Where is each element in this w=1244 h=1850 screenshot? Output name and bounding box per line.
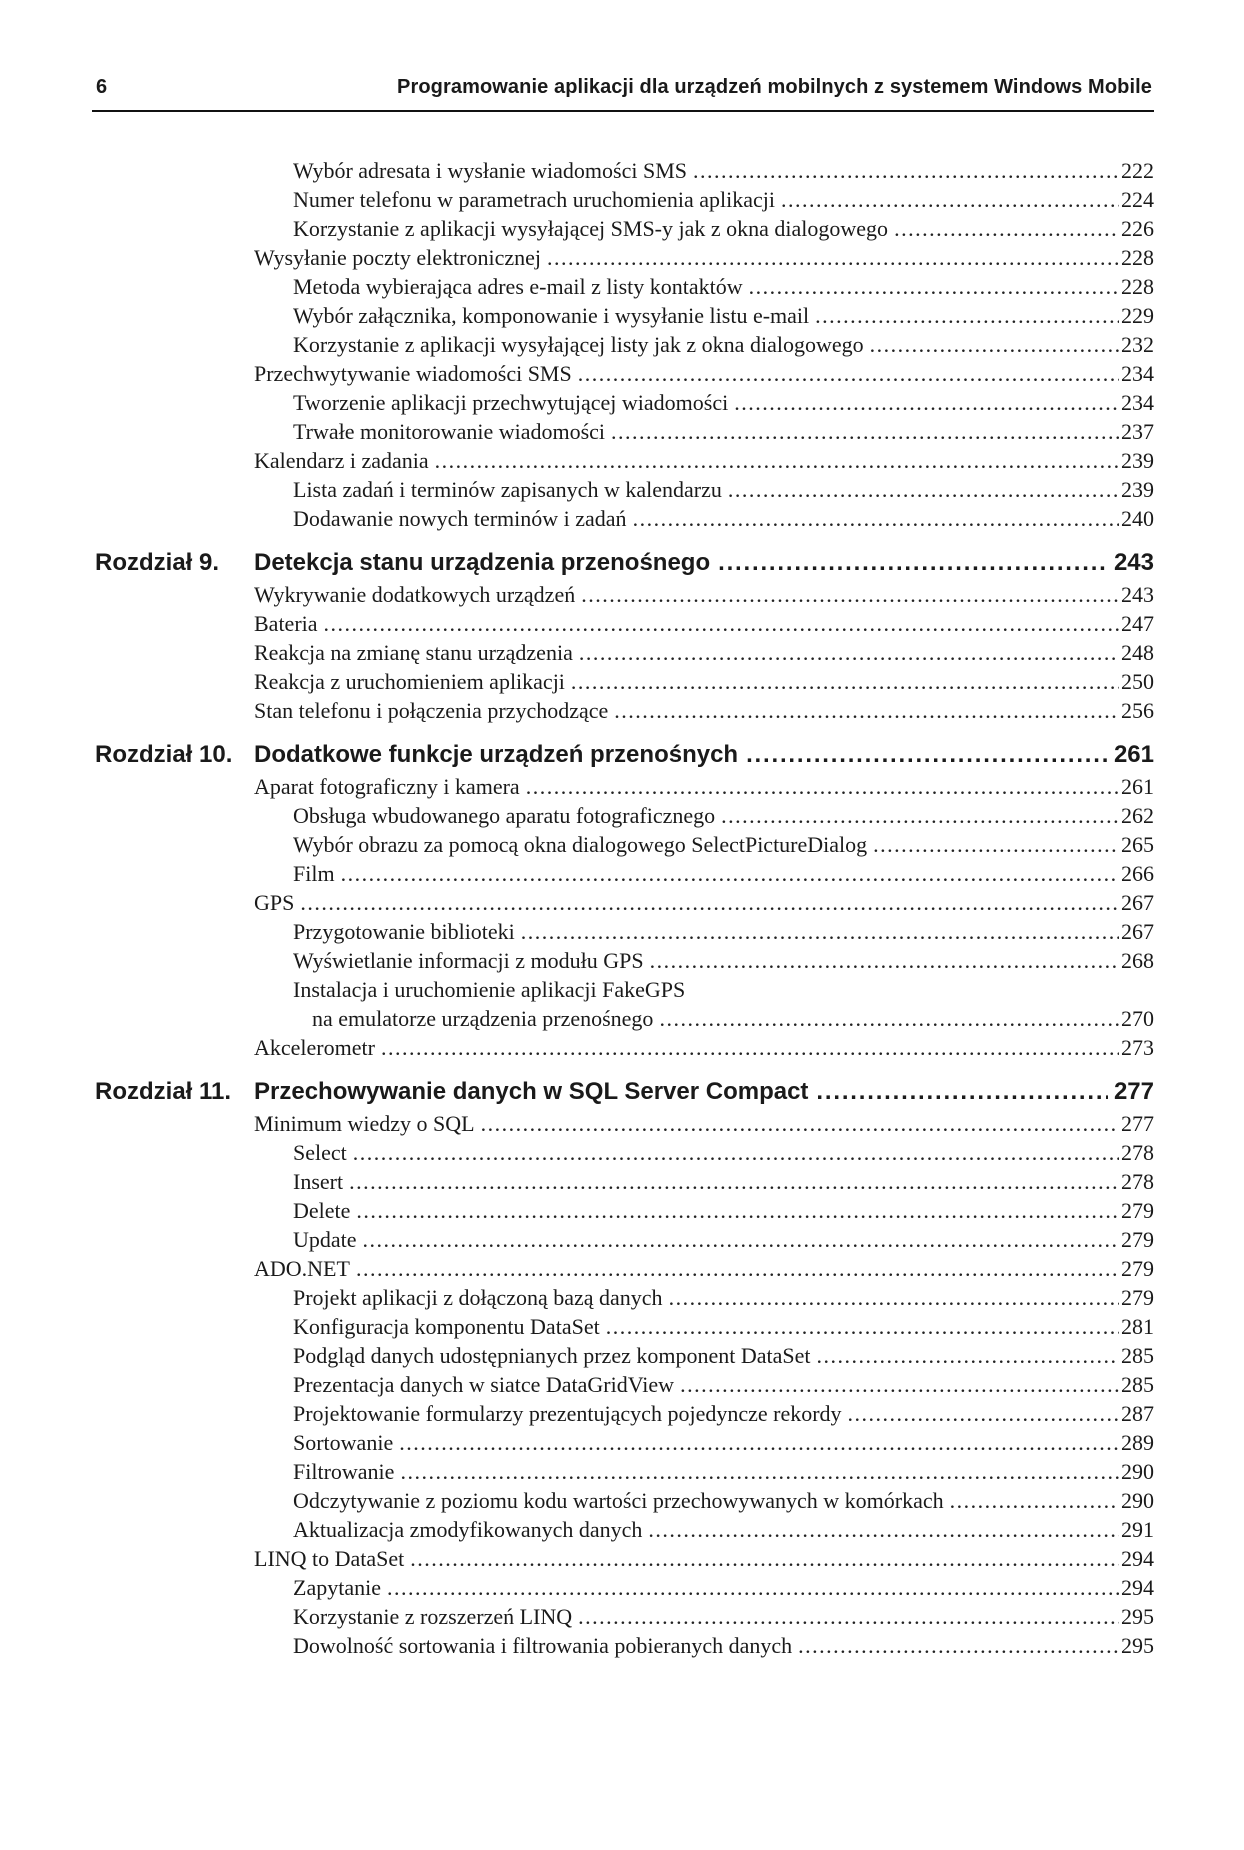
toc-entry [92,1457,1154,1486]
entry-title: Podgląd danych udostępnianych przez komponent DataSet [293,1343,811,1368]
dot-leader [659,1004,1119,1033]
dot-leader [718,545,1108,580]
page-ref: 243 [1121,582,1154,607]
toc-entry [92,1225,1154,1254]
dot-leader [521,917,1119,946]
dot-leader [611,417,1119,446]
dot-leader [798,1631,1119,1660]
entry-title: Zapytanie [293,1575,381,1600]
page-ref: 239 [1121,448,1154,473]
page-ref: 277 [1113,1078,1154,1105]
chapter-title: Przechowywanie danych w SQL Server Compact [254,1078,809,1105]
page-ref: 267 [1121,890,1154,915]
toc-entry [92,1486,1154,1515]
page-ref: 248 [1121,640,1154,665]
page-ref: 294 [1121,1575,1154,1600]
dot-leader [721,801,1119,830]
toc-entry [92,359,1154,388]
page-ref: 273 [1121,1035,1154,1060]
page-number: 6 [96,76,108,98]
page-ref: 261 [1121,774,1154,799]
page-ref: 287 [1121,1401,1154,1426]
entry-title: Wybór obrazu za pomocą okna dialogowego SelectPictureDialog [293,832,868,857]
page-ref: 262 [1121,803,1154,828]
toc-entry [92,609,1154,638]
toc-entry [92,1428,1154,1457]
dot-leader [894,214,1119,243]
page-ref: 289 [1121,1430,1154,1455]
page-ref: 229 [1121,303,1154,328]
entry-title: Sortowanie [293,1430,394,1455]
toc-entry [92,1370,1154,1399]
entry-title: Lista zadań i terminów zapisanych w kalendarzu [293,477,722,502]
dot-leader [356,1196,1119,1225]
page-ref: 226 [1121,216,1154,241]
entry-title: Korzystanie z aplikacji wysyłającej listy jak z okna dialogowego [293,332,864,357]
entry-title: Filtrowanie [293,1459,395,1484]
entry-title: Akcelerometr [254,1035,375,1060]
dot-leader [381,1033,1119,1062]
entry-title: Insert [293,1169,344,1194]
entry-title: Wybór załącznika, komponowanie i wysyłanie listu e-mail [293,303,810,328]
toc-entry [92,446,1154,475]
chapter-title: Detekcja stanu urządzenia przenośnego [254,549,711,576]
running-header [92,74,1154,112]
entry-title: Projektowanie formularzy prezentujących pojedyncze rekordy [293,1401,842,1426]
dot-leader [870,330,1119,359]
page-ref: 279 [1121,1198,1154,1223]
page-ref: 290 [1121,1488,1154,1513]
toc-entry [92,696,1154,725]
toc-entry [92,917,1154,946]
toc-entry [92,667,1154,696]
page-ref: 240 [1121,506,1154,531]
dot-leader [734,388,1119,417]
toc-entry [92,859,1154,888]
entry-title: Prezentacja danych w siatce DataGridView [293,1372,675,1397]
entry-title: LINQ to DataSet [254,1546,405,1571]
page-ref: 281 [1121,1314,1154,1339]
dot-leader [341,859,1119,888]
page-ref: 237 [1121,419,1154,444]
dot-leader [579,638,1119,667]
entry-title: Aparat fotograficzny i kamera [254,774,520,799]
toc-entry [92,1254,1154,1283]
toc-entry [92,801,1154,830]
entry-title: Stan telefonu i połączenia przychodzące [254,698,609,723]
toc-entry [92,1341,1154,1370]
entry-title: Instalacja i uruchomienie aplikacji FakeGPS [293,977,686,1002]
dot-leader [728,475,1119,504]
dot-leader [356,1254,1119,1283]
entry-title: Korzystanie z aplikacji wysyłającej SMS-y jak z okna dialogowego [293,216,889,241]
entry-title: Select [293,1140,347,1165]
dot-leader [669,1283,1119,1312]
dot-leader [324,609,1119,638]
dot-leader [606,1312,1119,1341]
dot-leader [363,1225,1119,1254]
dot-leader [614,696,1119,725]
entry-title: Delete [293,1198,351,1223]
entry-title: Wybór adresata i wysłanie wiadomości SMS [293,158,687,183]
dot-leader [300,888,1119,917]
page-ref: 247 [1121,611,1154,636]
page-ref: 266 [1121,861,1154,886]
page-ref: 243 [1113,549,1154,576]
toc-entry [92,417,1154,446]
toc-entry [92,888,1154,917]
chapter-label: Rozdział 9. [95,549,220,576]
dot-leader [815,301,1119,330]
dot-leader [353,1138,1119,1167]
dot-leader [816,1074,1108,1109]
entry-title: Trwałe monitorowanie wiadomości [293,419,606,444]
page-ref: 279 [1121,1227,1154,1252]
page-ref: 278 [1121,1169,1154,1194]
entry-title: Korzystanie z rozszerzeń LINQ [293,1604,573,1629]
entry-title: Wykrywanie dodatkowych urządzeń [254,582,576,607]
page-ref: 265 [1121,832,1154,857]
dot-leader [410,1544,1119,1573]
dot-leader [650,946,1119,975]
dot-leader [581,580,1119,609]
page-ref: 222 [1121,158,1154,183]
entry-title: Kalendarz i zadania [254,448,429,473]
dot-leader [387,1573,1119,1602]
toc-entry [92,1138,1154,1167]
page-ref: 277 [1121,1111,1154,1136]
page-ref: 268 [1121,948,1154,973]
dot-leader [848,1399,1119,1428]
dot-leader [816,1341,1119,1370]
entry-title: Numer telefonu w parametrach uruchomienia aplikacji [293,187,775,212]
entry-title: Przechwytywanie wiadomości SMS [254,361,572,386]
entry-title: Konfiguracja komponentu DataSet [293,1314,600,1339]
table-of-contents [92,156,1154,1660]
toc-chapter [92,545,1154,580]
page-ref: 290 [1121,1459,1154,1484]
entry-title: ADO.NET [254,1256,350,1281]
page-ref: 295 [1121,1604,1154,1629]
toc-entry [92,946,1154,975]
page-ref: 267 [1121,919,1154,944]
entry-title: Wysyłanie poczty elektronicznej [254,245,541,270]
toc-entry [92,580,1154,609]
toc-entry [92,214,1154,243]
toc-entry [92,975,1154,1004]
toc-entry [92,1544,1154,1573]
page-ref: 239 [1121,477,1154,502]
page-ref: 224 [1121,187,1154,212]
toc-entry [92,272,1154,301]
chapter-label: Rozdział 10. [95,741,233,768]
book-title: Programowanie aplikacji dla urządzeń mobilnych z systemem Windows Mobile [397,76,1152,98]
toc-entry [92,330,1154,359]
page-ref: 291 [1121,1517,1154,1542]
entry-title: Reakcja na zmianę stanu urządzenia [254,640,573,665]
toc-entry [92,1196,1154,1225]
toc-entry [92,1109,1154,1138]
dot-leader [648,1515,1119,1544]
dot-leader [873,830,1119,859]
dot-leader [950,1486,1119,1515]
page-ref: 228 [1121,274,1154,299]
page-ref: 270 [1121,1006,1154,1031]
entry-title: Dowolność sortowania i filtrowania pobieranych danych [293,1633,793,1658]
entry-title: Metoda wybierająca adres e-mail z listy kontaktów [293,274,743,299]
toc-entry [92,638,1154,667]
dot-leader [693,156,1119,185]
toc-chapter [92,1074,1154,1109]
dot-leader [349,1167,1119,1196]
entry-title: Tworzenie aplikacji przechwytującej wiadomości [293,390,729,415]
dot-leader [400,1457,1119,1486]
toc-entry [92,156,1154,185]
page-ref: 232 [1121,332,1154,357]
chapter-label: Rozdział 11. [95,1078,232,1105]
page-ref: 256 [1121,698,1154,723]
toc-entry [92,1573,1154,1602]
entry-title: Reakcja z uruchomieniem aplikacji [254,669,565,694]
toc-entry [92,1167,1154,1196]
dot-leader [547,243,1119,272]
entry-title: Wyświetlanie informacji z modułu GPS [293,948,644,973]
toc-entry [92,1004,1154,1033]
toc-chapter [92,737,1154,772]
page-ref: 278 [1121,1140,1154,1165]
toc-entry [92,243,1154,272]
entry-title: Aktualizacja zmodyfikowanych danych [293,1517,643,1542]
toc-entry [92,772,1154,801]
entry-title: Minimum wiedzy o SQL [254,1111,475,1136]
dot-leader [435,446,1119,475]
dot-leader [526,772,1119,801]
toc-entry [92,388,1154,417]
page-ref: 285 [1121,1372,1154,1397]
entry-title: Film [293,861,335,886]
page-ref: 228 [1121,245,1154,270]
dot-leader [633,504,1119,533]
entry-title: Obsługa wbudowanego aparatu fotograficznego [293,803,716,828]
entry-title: Projekt aplikacji z dołączoną bazą danych [293,1285,663,1310]
chapter-title: Dodatkowe funkcje urządzeń przenośnych [254,741,739,768]
toc-entry [92,1312,1154,1341]
entry-title: na emulatorze urządzenia przenośnego [312,1006,654,1031]
toc-entry [92,830,1154,859]
toc-entry [92,475,1154,504]
entry-title: Odczytywanie z poziomu kodu wartości przechowywanych w komórkach [293,1488,944,1513]
toc-entry [92,504,1154,533]
entry-title: Dodawanie nowych terminów i zadań [293,506,627,531]
page-ref: 279 [1121,1285,1154,1310]
dot-leader [578,359,1119,388]
page-ref: 279 [1121,1256,1154,1281]
page-ref: 234 [1121,390,1154,415]
dot-leader [571,667,1119,696]
toc-entry [92,1283,1154,1312]
toc-entry [92,1399,1154,1428]
entry-title: Update [293,1227,357,1252]
entry-title: Przygotowanie biblioteki [293,919,515,944]
dot-leader [749,272,1119,301]
page-ref: 295 [1121,1633,1154,1658]
toc-entry [92,1033,1154,1062]
entry-title: GPS [254,890,295,915]
dot-leader [481,1109,1119,1138]
toc-entry [92,1631,1154,1660]
dot-leader [680,1370,1119,1399]
page-ref: 250 [1121,669,1154,694]
page-ref: 285 [1121,1343,1154,1368]
toc-entry [92,1515,1154,1544]
dot-leader [578,1602,1119,1631]
toc-entry [92,185,1154,214]
page-ref: 234 [1121,361,1154,386]
page-ref: 261 [1113,741,1154,768]
toc-entry [92,1602,1154,1631]
entry-title: Bateria [254,611,318,636]
dot-leader [781,185,1119,214]
toc-entry [92,301,1154,330]
dot-leader [399,1428,1119,1457]
page-ref: 294 [1121,1546,1154,1571]
dot-leader [746,737,1108,772]
